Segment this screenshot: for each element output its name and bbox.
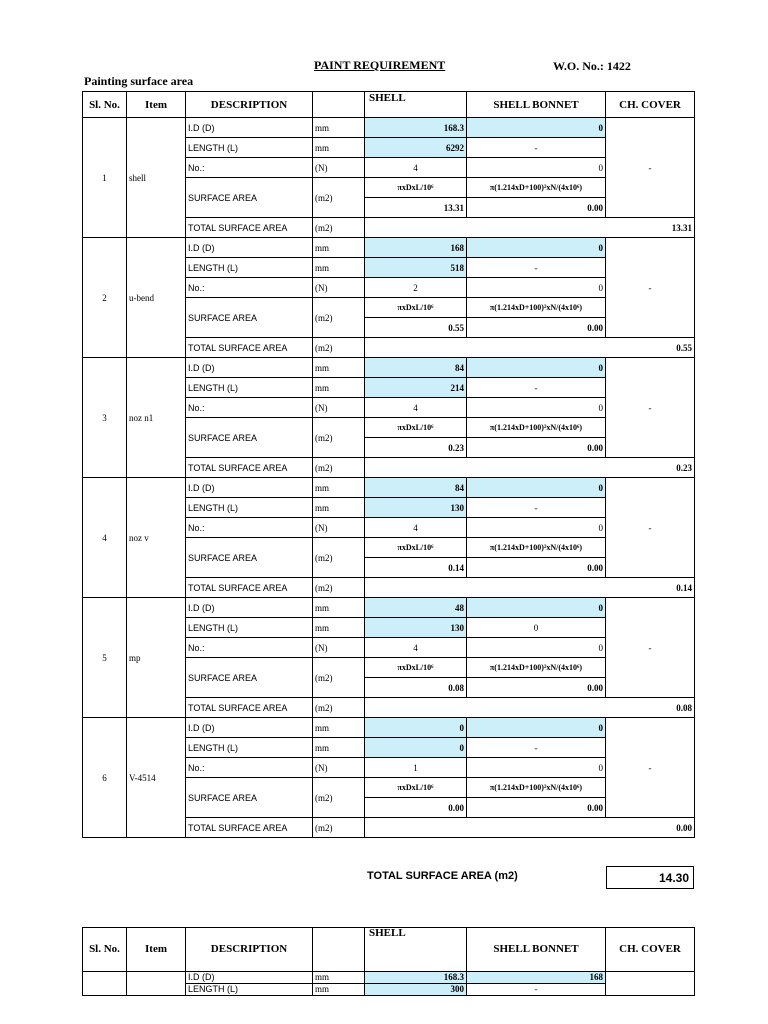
id-bonnet-value: 0	[467, 358, 606, 378]
surface-area-bonnet-value: 0.00	[467, 678, 606, 698]
id-shell-value: 168	[365, 238, 467, 258]
length-shell-value: 300	[365, 984, 467, 996]
length-unit: mm	[313, 618, 365, 638]
length-label: LENGTH (L)	[186, 258, 313, 278]
header-ch-cover: CH. COVER	[606, 928, 695, 972]
id-label: I.D (D)	[186, 358, 313, 378]
surface-area-shell-value: 0.55	[365, 318, 467, 338]
total-surface-area-unit: (m2)	[313, 218, 365, 238]
length-unit: mm	[313, 498, 365, 518]
header-shell-bonnet: SHELL BONNET	[467, 928, 606, 972]
total-surface-area-value: 0.08	[365, 698, 695, 718]
id-shell-value: 84	[365, 478, 467, 498]
sl-no-cell: 6	[83, 718, 127, 838]
table-row	[83, 478, 695, 498]
surface-area-unit: (m2)	[313, 778, 365, 818]
item-cell: shell	[127, 118, 186, 238]
surface-area-label: SURFACE AREA	[186, 658, 313, 698]
length-bonnet-value: -	[467, 738, 606, 758]
shell-formula: πxDxL/10⁶	[365, 658, 467, 678]
number-bonnet-value: 0	[467, 518, 606, 538]
number-bonnet-value: 0	[467, 398, 606, 418]
number-unit: (N)	[313, 158, 365, 178]
id-bonnet-value: 0	[467, 238, 606, 258]
surface-area-unit: (m2)	[313, 418, 365, 458]
header-unit	[313, 92, 365, 118]
ch-cover-cell	[606, 972, 695, 996]
item-cell	[127, 972, 186, 996]
length-shell-value: 130	[365, 498, 467, 518]
number-bonnet-value: 0	[467, 758, 606, 778]
length-unit: mm	[313, 984, 365, 996]
number-unit: (N)	[313, 398, 365, 418]
ch-cover-cell: -	[606, 598, 695, 698]
id-bonnet-value: 0	[467, 598, 606, 618]
id-unit: mm	[313, 118, 365, 138]
surface-area-table	[82, 91, 695, 838]
sl-no-cell: 5	[83, 598, 127, 718]
length-bonnet-value: -	[467, 378, 606, 398]
header-item: Item	[127, 928, 186, 972]
sl-no-cell: 2	[83, 238, 127, 358]
length-label: LENGTH (L)	[186, 984, 313, 996]
item-cell: u-bend	[127, 238, 186, 358]
id-unit: mm	[313, 718, 365, 738]
id-shell-value: 168.3	[365, 118, 467, 138]
sl-no-cell: 1	[83, 118, 127, 238]
header-shell: SHELL	[365, 92, 467, 118]
grand-total-value: 14.30	[606, 866, 694, 889]
length-label: LENGTH (L)	[186, 498, 313, 518]
total-surface-area-value: 13.31	[365, 218, 695, 238]
ch-cover-cell: -	[606, 358, 695, 458]
length-bonnet-value: 0	[467, 618, 606, 638]
sl-no-cell: 4	[83, 478, 127, 598]
number-bonnet-value: 0	[467, 638, 606, 658]
surface-area-shell-value: 13.31	[365, 198, 467, 218]
surface-area-label: SURFACE AREA	[186, 538, 313, 578]
id-shell-value: 168.3	[365, 972, 467, 984]
section-subtitle: Painting surface area	[84, 74, 194, 88]
shell-formula: πxDxL/10⁶	[365, 418, 467, 438]
id-bonnet-value: 0	[467, 118, 606, 138]
id-unit: mm	[313, 972, 365, 984]
id-label: I.D (D)	[186, 238, 313, 258]
total-surface-area-label: TOTAL SURFACE AREA	[186, 578, 313, 598]
length-shell-value: 6292	[365, 138, 467, 158]
id-label: I.D (D)	[186, 972, 313, 984]
total-surface-area-label: TOTAL SURFACE AREA	[186, 818, 313, 838]
length-shell-value: 214	[365, 378, 467, 398]
total-surface-area-unit: (m2)	[313, 338, 365, 358]
number-bonnet-value: 0	[467, 158, 606, 178]
number-shell-value: 4	[365, 638, 467, 658]
bonnet-formula: π(1.214xD+100)²xN/(4x10⁶)	[467, 538, 606, 558]
id-shell-value: 48	[365, 598, 467, 618]
shell-formula: πxDxL/10⁶	[365, 778, 467, 798]
grand-total-label: TOTAL SURFACE AREA (m2)	[367, 870, 518, 882]
second-surface-area-table	[82, 927, 695, 996]
ch-cover-cell: -	[606, 238, 695, 338]
number-label: No.:	[186, 158, 313, 178]
length-label: LENGTH (L)	[186, 138, 313, 158]
item-cell: noz n1	[127, 358, 186, 478]
surface-area-label: SURFACE AREA	[186, 418, 313, 458]
id-label: I.D (D)	[186, 598, 313, 618]
surface-area-shell-value: 0.08	[365, 678, 467, 698]
total-surface-area-label: TOTAL SURFACE AREA	[186, 698, 313, 718]
id-bonnet-value: 168	[467, 972, 606, 984]
total-surface-area-label: TOTAL SURFACE AREA	[186, 338, 313, 358]
total-surface-area-unit: (m2)	[313, 818, 365, 838]
id-unit: mm	[313, 238, 365, 258]
total-surface-area-unit: (m2)	[313, 578, 365, 598]
bonnet-formula: π(1.214xD+100)²xN/(4x10⁶)	[467, 658, 606, 678]
shell-formula: πxDxL/10⁶	[365, 538, 467, 558]
total-surface-area-value: 0.00	[365, 818, 695, 838]
id-bonnet-value: 0	[467, 718, 606, 738]
length-bonnet-value: -	[467, 984, 606, 996]
id-label: I.D (D)	[186, 718, 313, 738]
table-row	[83, 238, 695, 258]
id-unit: mm	[313, 358, 365, 378]
table-header-row	[83, 92, 695, 118]
surface-area-shell-value: 0.14	[365, 558, 467, 578]
length-bonnet-value: -	[467, 498, 606, 518]
sl-no-cell: 3	[83, 358, 127, 478]
total-surface-area-unit: (m2)	[313, 458, 365, 478]
header-unit	[313, 928, 365, 972]
item-cell: noz v	[127, 478, 186, 598]
ch-cover-cell: -	[606, 718, 695, 818]
total-surface-area-label: TOTAL SURFACE AREA	[186, 218, 313, 238]
item-cell: V-4514	[127, 718, 186, 838]
header-description: DESCRIPTION	[186, 928, 313, 972]
table-row	[83, 972, 695, 984]
total-surface-area-unit: (m2)	[313, 698, 365, 718]
surface-area-bonnet-value: 0.00	[467, 558, 606, 578]
second-table-header-row	[83, 928, 695, 972]
total-surface-area-value: 0.55	[365, 338, 695, 358]
table-row	[83, 598, 695, 618]
header-sl-no: Sl. No.	[83, 928, 127, 972]
header-shell: SHELL	[365, 928, 467, 972]
header-sl-no: Sl. No.	[83, 92, 127, 118]
table-row	[83, 718, 695, 738]
bonnet-formula: π(1.214xD+100)²xN/(4x10⁶)	[467, 418, 606, 438]
number-shell-value: 4	[365, 398, 467, 418]
id-bonnet-value: 0	[467, 478, 606, 498]
header-shell-bonnet: SHELL BONNET	[467, 92, 606, 118]
number-unit: (N)	[313, 518, 365, 538]
table-row	[83, 118, 695, 138]
id-unit: mm	[313, 598, 365, 618]
document-title: PAINT REQUIREMENT	[314, 58, 446, 72]
number-shell-value: 4	[365, 518, 467, 538]
id-unit: mm	[313, 478, 365, 498]
surface-area-label: SURFACE AREA	[186, 778, 313, 818]
surface-area-table-body	[83, 92, 695, 838]
number-shell-value: 4	[365, 158, 467, 178]
surface-area-shell-value: 0.23	[365, 438, 467, 458]
surface-area-bonnet-value: 0.00	[467, 798, 606, 818]
number-unit: (N)	[313, 278, 365, 298]
number-label: No.:	[186, 398, 313, 418]
number-label: No.:	[186, 518, 313, 538]
total-surface-area-value: 0.14	[365, 578, 695, 598]
surface-area-unit: (m2)	[313, 298, 365, 338]
length-label: LENGTH (L)	[186, 618, 313, 638]
surface-area-label: SURFACE AREA	[186, 298, 313, 338]
length-bonnet-value: -	[467, 138, 606, 158]
length-bonnet-value: -	[467, 258, 606, 278]
bonnet-formula: π(1.214xD+100)²xN/(4x10⁶)	[467, 178, 606, 198]
header-description: DESCRIPTION	[186, 92, 313, 118]
number-bonnet-value: 0	[467, 278, 606, 298]
length-unit: mm	[313, 378, 365, 398]
surface-area-unit: (m2)	[313, 658, 365, 698]
length-shell-value: 130	[365, 618, 467, 638]
surface-area-label: SURFACE AREA	[186, 178, 313, 218]
number-unit: (N)	[313, 758, 365, 778]
total-surface-area-value: 0.23	[365, 458, 695, 478]
surface-area-bonnet-value: 0.00	[467, 318, 606, 338]
sl-no-cell	[83, 972, 127, 996]
shell-formula: πxDxL/10⁶	[365, 298, 467, 318]
total-surface-area-label: TOTAL SURFACE AREA	[186, 458, 313, 478]
id-shell-value: 84	[365, 358, 467, 378]
header-ch-cover: CH. COVER	[606, 92, 695, 118]
shell-formula: πxDxL/10⁶	[365, 178, 467, 198]
work-order-number: W.O. No.: 1422	[553, 59, 631, 73]
id-shell-value: 0	[365, 718, 467, 738]
number-shell-value: 1	[365, 758, 467, 778]
length-label: LENGTH (L)	[186, 738, 313, 758]
table-row	[83, 358, 695, 378]
number-shell-value: 2	[365, 278, 467, 298]
id-label: I.D (D)	[186, 118, 313, 138]
number-label: No.:	[186, 278, 313, 298]
ch-cover-cell: -	[606, 478, 695, 578]
id-label: I.D (D)	[186, 478, 313, 498]
number-label: No.:	[186, 638, 313, 658]
header-item: Item	[127, 92, 186, 118]
length-shell-value: 0	[365, 738, 467, 758]
item-cell: mp	[127, 598, 186, 718]
length-label: LENGTH (L)	[186, 378, 313, 398]
surface-area-shell-value: 0.00	[365, 798, 467, 818]
number-label: No.:	[186, 758, 313, 778]
length-unit: mm	[313, 258, 365, 278]
length-unit: mm	[313, 738, 365, 758]
ch-cover-cell: -	[606, 118, 695, 218]
bonnet-formula: π(1.214xD+100)²xN/(4x10⁶)	[467, 778, 606, 798]
surface-area-bonnet-value: 0.00	[467, 438, 606, 458]
surface-area-unit: (m2)	[313, 178, 365, 218]
bonnet-formula: π(1.214xD+100)²xN/(4x10⁶)	[467, 298, 606, 318]
length-unit: mm	[313, 138, 365, 158]
surface-area-unit: (m2)	[313, 538, 365, 578]
surface-area-bonnet-value: 0.00	[467, 198, 606, 218]
number-unit: (N)	[313, 638, 365, 658]
length-shell-value: 518	[365, 258, 467, 278]
